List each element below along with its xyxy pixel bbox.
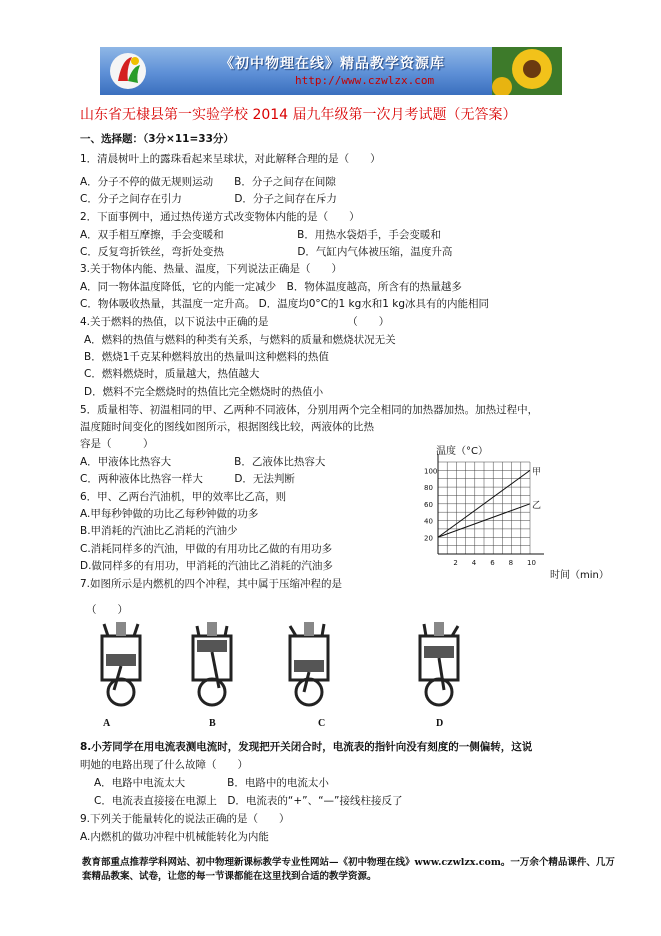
option-line: C．电流表直接接在电源上 D．电流表的“+”、“—”接线柱接反了 bbox=[94, 795, 403, 807]
y-tick-label: 100 bbox=[424, 467, 438, 476]
chart-xlabel: 时间（min） bbox=[550, 570, 609, 581]
option-line: A．电路中电流太大 B．电路中的电流太小 bbox=[94, 777, 329, 789]
option-line: C．燃料燃烧时，质量越大，热值越大 bbox=[84, 368, 260, 380]
engine-d-diagram bbox=[408, 620, 470, 710]
question-8-cont: 明她的电路出现了什么故障（ ） bbox=[80, 759, 248, 771]
banner-url[interactable]: http://www.czwlzx.com bbox=[295, 74, 435, 87]
chart-lines bbox=[438, 466, 541, 537]
question-5-cont: 容是（ ） bbox=[80, 438, 154, 450]
y-tick-label: 20 bbox=[424, 534, 433, 543]
option-line: A.甲每秒钟做的功比乙每秒钟做的功多 bbox=[80, 508, 259, 520]
section-heading: 一、选择题：（3分×11=33分） bbox=[80, 133, 234, 145]
option-line: D.做同样多的有用功，甲消耗的汽油比乙消耗的汽油多 bbox=[80, 560, 333, 572]
option-line: A．分子不停的做无规则运动 B．分子之间存在间隙 bbox=[80, 176, 336, 188]
engine-a-diagram bbox=[90, 620, 152, 710]
question-5-cont: 温度随时间变化的图线如图所示，根据图线比较，两液体的比热 bbox=[80, 421, 374, 433]
x-tick-label: 6 bbox=[490, 559, 495, 567]
page-footer: 教育部重点推荐学科网站、初中物理新课标教学专业性网站—《初中物理在线》www.czwlzx.com。一万余个精品课件、几万套精品教案、试卷，让您的每一节课都能在这里找到合适的教学资源。 bbox=[82, 857, 615, 882]
engine-label-c: C bbox=[318, 718, 326, 729]
option-line: A．同一物体温度降低，它的内能一定减少 B．物体温度越高，所含有的热量越多 bbox=[80, 281, 462, 293]
x-tick-label: 2 bbox=[453, 559, 458, 567]
option-line: C．物体吸收热量，其温度一定升高。 D．温度均0°C的1 kg水和1 kg冰具有的内能相同 bbox=[80, 298, 490, 310]
series-label: 乙 bbox=[532, 500, 542, 511]
chart-ticks bbox=[424, 467, 536, 567]
option-line: B．燃烧1千克某种燃料放出的热量叫这种燃料的热值 bbox=[84, 351, 329, 363]
engine-b-diagram bbox=[181, 620, 243, 710]
question-2: 2．下面事例中，通过热传递方式改变物体内能的是（ ） bbox=[80, 211, 360, 223]
option-line: C．两种液体比热容一样大 D．无法判断 bbox=[80, 473, 295, 485]
question-5: 5．质量相等、初温相同的甲、乙两种不同液体，分别用两个完全相同的加热器加热。加热过程中， bbox=[80, 404, 539, 416]
question-7-bracket: （ ） bbox=[86, 604, 128, 616]
question-1: 1．清晨树叶上的露珠看起来呈球状，对此解释合理的是（ ） bbox=[80, 153, 381, 165]
engine-c-diagram bbox=[278, 620, 340, 710]
option-line: A．燃料的热值与燃料的种类有关系，与燃料的质量和燃烧状况无关 bbox=[84, 334, 396, 346]
y-tick-label: 60 bbox=[424, 500, 433, 509]
sunflower-icon bbox=[492, 47, 562, 95]
question-3: 3.关于物体内能、热量、温度，下列说法正确是（ ） bbox=[80, 263, 343, 275]
question-4: 4.关于燃料的热值，以下说法中正确的是 （ ） bbox=[80, 316, 390, 328]
engine-label-d: D bbox=[436, 718, 444, 729]
x-tick-label: 10 bbox=[527, 559, 536, 567]
banner-title: 《初中物理在线》精品教学资源库 bbox=[220, 56, 445, 72]
logo-icon bbox=[108, 51, 148, 91]
chart-ylabel: 温度（°C） bbox=[436, 446, 488, 457]
option-line: A.内燃机的做功冲程中机械能转化为内能 bbox=[80, 831, 269, 843]
y-tick-label: 80 bbox=[424, 484, 433, 493]
option-line: A．双手相互摩擦，手会变暖和 B．用热水袋焐手，手会变暖和 bbox=[80, 229, 441, 241]
question-6: 6．甲、乙两台汽油机，甲的效率比乙高，则 bbox=[80, 491, 287, 503]
temperature-chart bbox=[404, 436, 636, 582]
page-title: 山东省无棣县第一实验学校 2014 届九年级第一次月考试题（无答案） bbox=[80, 107, 517, 123]
option-line: B.甲消耗的汽油比乙消耗的汽油少 bbox=[80, 525, 238, 537]
x-tick-label: 4 bbox=[471, 559, 477, 567]
y-tick-label: 40 bbox=[424, 517, 433, 526]
option-line: D．燃料不完全燃烧时的热值比完全燃烧时的热值小 bbox=[84, 386, 324, 398]
option-line: C.消耗同样多的汽油，甲做的有用功比乙做的有用功多 bbox=[80, 543, 333, 555]
question-9: 9.下列关于能量转化的说法正确的是（ ） bbox=[80, 813, 290, 825]
option-line: C．反复弯折铁丝，弯折处变热 D．气缸内气体被压缩，温度升高 bbox=[80, 246, 453, 258]
series-label: 甲 bbox=[532, 467, 542, 478]
option-line: A．甲液体比热容大 B．乙液体比热容大 bbox=[80, 456, 326, 468]
option-line: C．分子之间存在引力 D．分子之间存在斥力 bbox=[80, 193, 337, 205]
question-7: 7.如图所示是内燃机的四个冲程，其中属于压缩冲程的是 bbox=[80, 578, 343, 590]
engine-label-b: B bbox=[209, 718, 216, 729]
x-tick-label: 8 bbox=[508, 559, 514, 567]
engine-label-a: A bbox=[103, 718, 111, 729]
site-banner bbox=[100, 47, 562, 95]
question-8: 8.小芳同学在用电流表测电流时，发现把开关闭合时，电流表的指针向没有刻度的一侧偏转，这说 bbox=[80, 741, 533, 753]
